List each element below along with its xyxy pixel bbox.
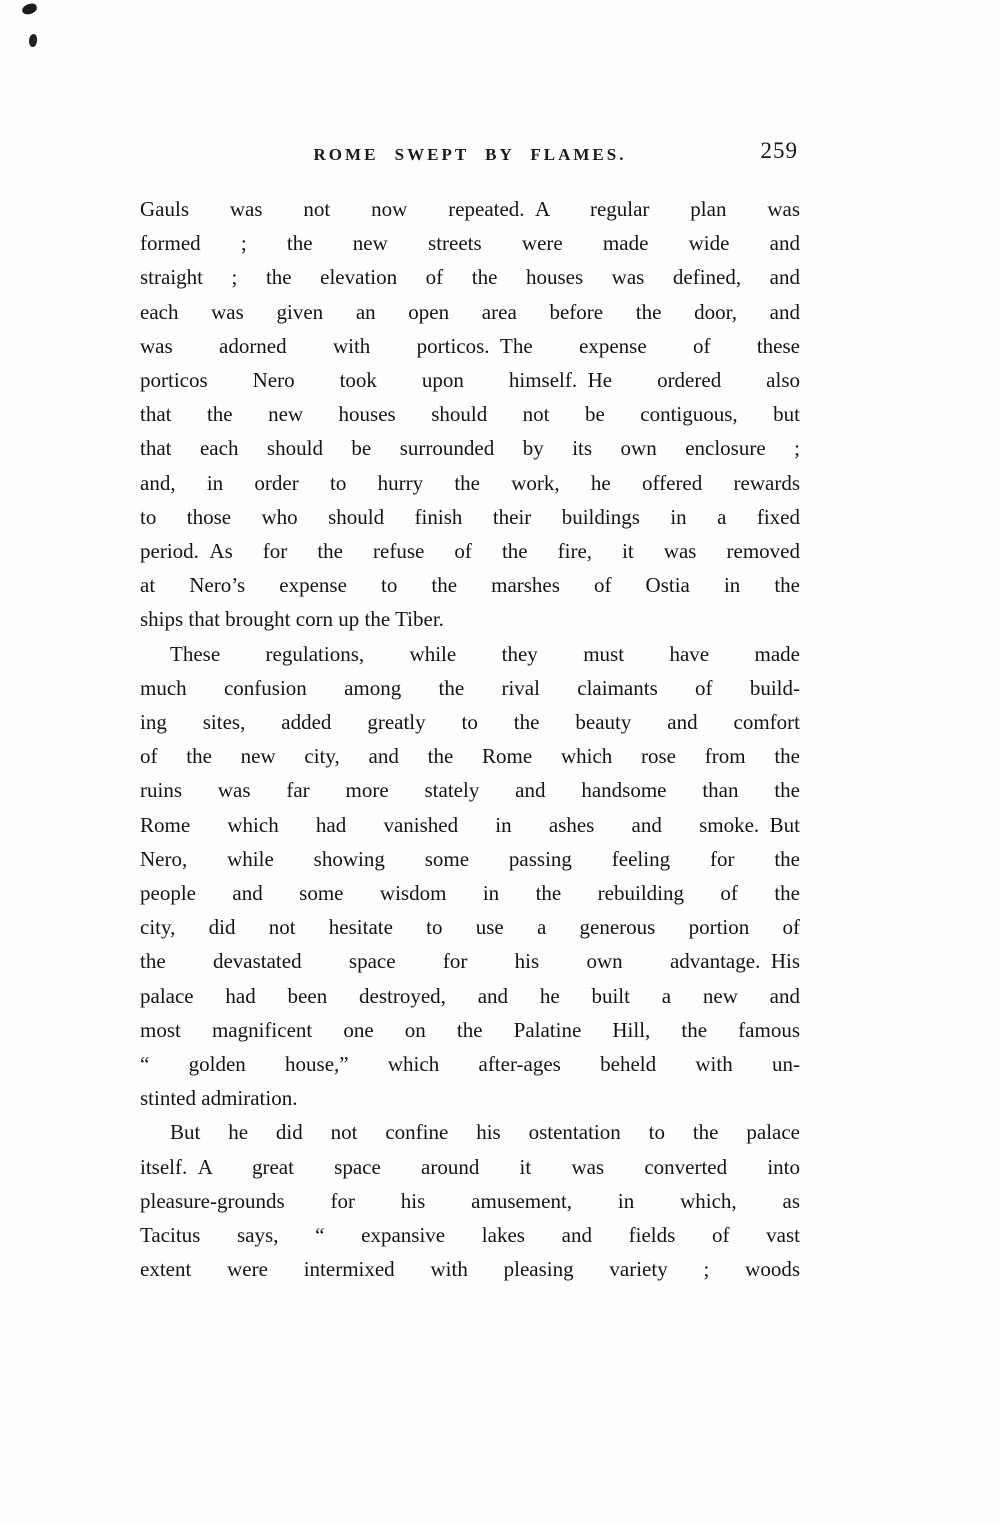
text-line: But he did not confine his ostentation to the palace <box>170 1120 800 1145</box>
text-line: of the new city, and the Rome which rose from the <box>140 744 800 769</box>
page-header <box>140 140 800 170</box>
text-line: palace had been destroyed, and he built a new and <box>140 983 800 1008</box>
text-line: to those who should finish their buildings in a fixed <box>140 504 800 529</box>
scan-artifact <box>21 3 38 16</box>
text-line: much confusion among the rival claimants of build- <box>140 675 800 700</box>
text-line: was adorned with porticos. The expense of these <box>140 333 800 358</box>
text-line: that each should be surrounded by its own enclosure ; <box>140 436 800 461</box>
text-line: Nero, while showing some passing feeling for the <box>140 846 800 871</box>
text-line: ruins was far more stately and handsome than the <box>140 778 800 803</box>
text-line: and, in order to hurry the work, he offered rewards <box>140 470 800 495</box>
paragraph <box>140 1115 800 1286</box>
text-line: extent were intermixed with pleasing variety ; woods <box>140 1257 800 1282</box>
text-line: porticos Nero took upon himself. He ordered also <box>140 368 800 393</box>
text-line: Rome which had vanished in ashes and smoke. But <box>140 812 800 837</box>
text-line: “ golden house,” which after-ages beheld with un- <box>140 1052 800 1077</box>
scan-artifact <box>28 34 38 48</box>
text-line: Gauls was not now repeated. A regular plan was <box>140 197 800 221</box>
text-line: ships that brought corn up the Tiber. <box>140 607 444 632</box>
text-block <box>140 192 800 1287</box>
text-line: ing sites, added greatly to the beauty and comfort <box>140 710 800 735</box>
text-line: itself. A great space around it was converted into <box>140 1154 800 1179</box>
paragraph <box>140 637 800 1116</box>
text-line: city, did not hesitate to use a generous portion of <box>140 915 800 940</box>
text-line: most magnificent one on the Palatine Hill, the famous <box>140 1017 800 1042</box>
text-line: formed ; the new streets were made wide and <box>140 231 800 256</box>
text-line: each was given an open area before the door, and <box>140 299 800 324</box>
text-line: pleasure-grounds for his amusement, in which, as <box>140 1188 800 1213</box>
running-title: ROME SWEPT BY FLAMES. <box>313 145 627 164</box>
text-line: the devastated space for his own advantage. His <box>140 949 800 974</box>
text-line: Tacitus says, “ expansive lakes and fields of vast <box>140 1223 800 1248</box>
text-line: These regulations, while they must have made <box>170 641 800 666</box>
text-line: at Nero’s expense to the marshes of Ostia in the <box>140 573 800 598</box>
text-line: people and some wisdom in the rebuilding of the <box>140 881 800 906</box>
text-line: that the new houses should not be contiguous, but <box>140 402 800 427</box>
text-line: period. As for the refuse of the fire, it was removed <box>140 539 800 564</box>
text-line: stinted admiration. <box>140 1086 298 1111</box>
paragraph <box>140 192 800 637</box>
page-number: 259 <box>760 138 798 163</box>
text-line: straight ; the elevation of the houses was defined, and <box>140 265 800 290</box>
